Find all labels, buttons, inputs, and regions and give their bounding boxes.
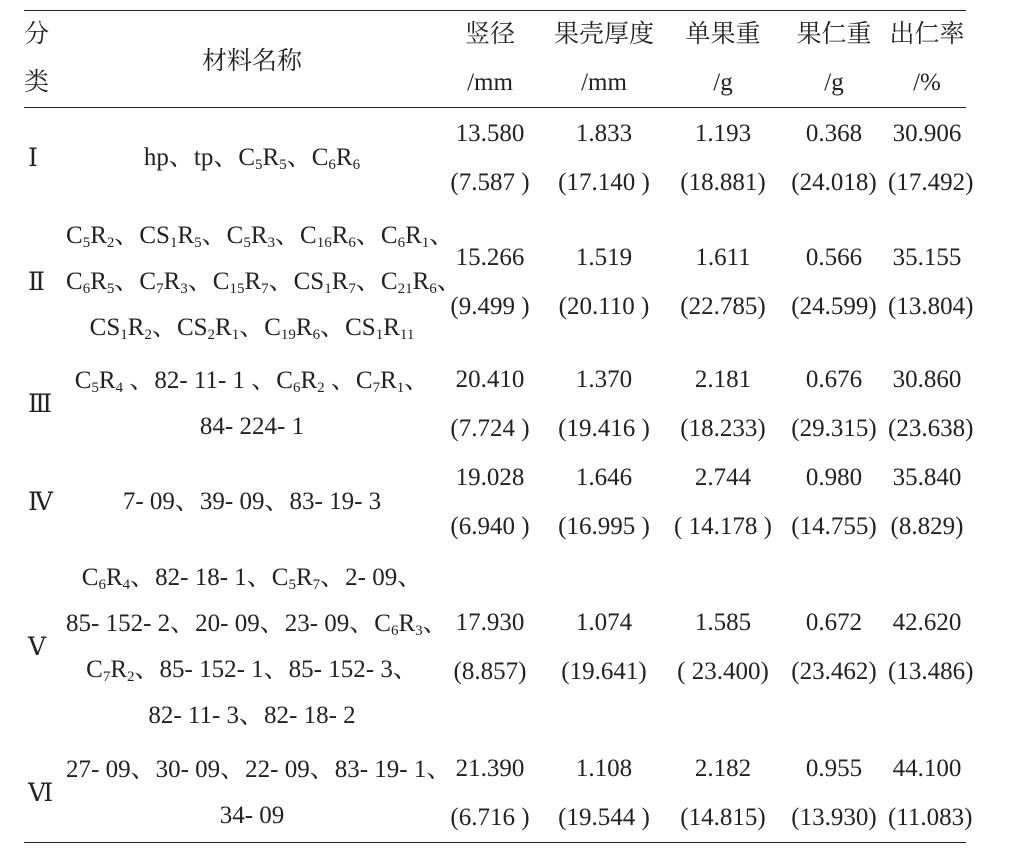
shell-thickness-cell (542, 744, 666, 843)
mean-value: 0.368 (805, 120, 863, 148)
cv-value: ( 14.178 ) (674, 512, 772, 540)
class-cell: Ⅴ (28, 634, 47, 661)
mean-value: 1.585 (694, 609, 752, 636)
kernel-rate-cell (888, 108, 974, 209)
header-length (438, 11, 542, 108)
kernel-weight-cell (780, 355, 888, 453)
material-line: 84- 224- 1 (199, 412, 305, 440)
header-shell-thickness-name: 果壳厚度 (553, 21, 654, 48)
mean-value: 35.155 (892, 243, 962, 271)
header-single-fruit-weight-unit: /g (713, 69, 733, 96)
table-row (24, 744, 966, 843)
cv-value: (9.499 ) (450, 292, 530, 320)
mean-value: 19.028 (455, 463, 525, 491)
cv-value: (18.233) (680, 414, 766, 442)
header-length-unit: /mm (467, 69, 513, 96)
kernel-weight-cell (780, 108, 888, 209)
mean-value: 42.620 (892, 609, 962, 636)
mean-value: 15.266 (455, 243, 525, 271)
table-row (24, 209, 966, 355)
header-material: 材料名称 (201, 48, 302, 75)
kernel-rate-cell (888, 453, 966, 551)
cv-value: (13.486) (888, 658, 974, 685)
header-single-fruit-weight (666, 11, 780, 108)
mean-value: 20.410 (455, 365, 525, 393)
length-cell (438, 355, 542, 453)
cv-value: (13.930) (791, 803, 877, 831)
mean-value: 1.833 (575, 120, 633, 148)
mean-value: 1.519 (575, 243, 633, 271)
single-fruit-weight-cell (666, 453, 780, 551)
mean-value: 17.930 (455, 609, 525, 636)
material-line: hp、tp、$C_5R_5$、$C_6R_6$ (143, 144, 361, 174)
header-kernel-rate-name: 出仁率 (889, 21, 965, 48)
cv-value: (7.587 ) (450, 169, 530, 197)
mean-value: 30.906 (892, 120, 962, 148)
cv-value: (19.641) (561, 658, 647, 685)
mean-value: 21.390 (455, 754, 525, 782)
cv-value: (13.804) (888, 292, 974, 320)
length-cell (438, 551, 542, 744)
mean-value: 44.100 (892, 754, 962, 782)
mean-value: 2.744 (694, 463, 752, 491)
mean-value: 0.672 (805, 609, 863, 636)
shell-thickness-cell (542, 551, 666, 744)
cv-value: (6.716 ) (450, 803, 530, 831)
header-kernel-rate-unit: /% (913, 69, 941, 96)
cv-value: (20.110 ) (558, 292, 650, 320)
single-fruit-weight-cell (666, 744, 780, 843)
material-line: $C_5R_4$ 、82- 11- 1 、$C_6R_2$ 、$C_7R_1$、 (74, 366, 430, 396)
material-line: 82- 11- 3、82- 18- 2 (148, 702, 356, 729)
shell-thickness-cell (542, 355, 666, 453)
shell-thickness-cell (542, 453, 666, 551)
material-cell (66, 355, 438, 453)
cv-value: (11.083) (888, 803, 973, 831)
mean-value: 30.860 (892, 365, 962, 393)
kernel-rate-cell (888, 355, 974, 453)
cv-value: (19.544 ) (558, 803, 650, 831)
table-row (24, 108, 966, 209)
cv-value: ( 23.400) (677, 658, 769, 685)
shell-thickness-cell (542, 209, 666, 355)
cv-value: (17.140 ) (558, 169, 650, 197)
class-cell: Ⅵ (28, 779, 54, 807)
length-cell (438, 108, 542, 209)
kernel-rate-cell (888, 744, 973, 843)
kernel-rate-cell (888, 551, 974, 744)
class-cell: Ⅱ (28, 268, 45, 296)
shell-thickness-cell (542, 108, 666, 209)
class-cell: Ⅲ (28, 390, 53, 418)
header-class (24, 11, 66, 108)
material-cell (66, 744, 452, 843)
cv-value: (29.315) (791, 414, 877, 442)
mean-value: 1.074 (575, 609, 633, 636)
material-line: $C_5R_2$、$CS_1R_5$、$C_5R_3$、$C_{16}R_6$、$C_6R_1$、 (66, 221, 455, 251)
walnut-trait-table (24, 10, 974, 843)
single-fruit-weight-cell (666, 355, 780, 453)
cv-value: (19.416 ) (558, 414, 650, 442)
material-line: $CS_1R_2$、$CS_2R_1$、$C_{19}R_6$、$CS_1R_{11}$ (89, 313, 415, 343)
cv-value: (18.881) (680, 169, 766, 197)
mean-value: 35.840 (892, 463, 962, 491)
cv-value: (24.018) (791, 169, 877, 197)
mean-value: 1.611 (695, 243, 751, 271)
class-cell: Ⅳ (28, 488, 53, 516)
header-shell-thickness-unit: /mm (581, 69, 627, 96)
material-cell (66, 209, 462, 355)
cv-value: (7.724 ) (450, 414, 530, 442)
material-line: $C_7R_2$、85- 152- 1、85- 152- 3、 (86, 656, 418, 685)
table-row (24, 453, 966, 551)
material-line: $C_6R_5$、$C_7R_3$、$C_{15}R_7$、$CS_1R_7$、$C_{21}R_6$、 (66, 267, 462, 297)
cv-value: (8.857) (453, 658, 527, 685)
single-fruit-weight-cell (666, 551, 780, 744)
material-cell (66, 108, 438, 209)
material-line: 7- 09、39- 09、83- 19- 3 (122, 487, 382, 515)
cv-value: (23.638) (888, 414, 974, 442)
table-row (24, 551, 966, 744)
material-cell (66, 551, 448, 744)
mean-value: 1.370 (575, 365, 633, 393)
mean-value: 0.980 (805, 463, 863, 491)
length-cell (438, 744, 542, 843)
cv-value: (8.829) (890, 512, 964, 540)
mean-value: 0.676 (805, 365, 863, 393)
cv-value: (17.492) (888, 169, 974, 197)
material-line: 34- 09 (219, 801, 285, 829)
header-row (24, 11, 966, 108)
kernel-weight-cell (780, 209, 888, 355)
table-row (24, 355, 966, 453)
cv-value: (6.940 ) (450, 512, 530, 540)
cv-value: (24.599) (791, 292, 877, 320)
header-kernel-rate (888, 11, 966, 108)
header-length-name: 竖径 (464, 21, 515, 48)
mean-value: 13.580 (455, 120, 525, 148)
kernel-weight-cell (780, 744, 888, 843)
header-class-bottom: 类 (24, 69, 50, 96)
material-cell (66, 453, 438, 551)
material-line: 85- 152- 2、20- 09、23- 09、$C_6R_3$、 (66, 610, 448, 639)
mean-value: 0.955 (805, 754, 863, 782)
mean-value: 1.108 (575, 754, 633, 782)
header-class-top: 分 (24, 21, 50, 48)
mean-value: 2.182 (694, 754, 752, 782)
length-cell (438, 453, 542, 551)
mean-value: 1.193 (694, 120, 752, 148)
mean-value: 0.566 (805, 243, 863, 271)
single-fruit-weight-cell (666, 108, 780, 209)
material-line: $C_6R_4$、82- 18- 1、$C_5R_7$、2- 09、 (81, 564, 423, 593)
material-line: 27- 09、30- 09、22- 09、83- 19- 1、 (66, 755, 452, 783)
kernel-weight-cell (780, 453, 888, 551)
kernel-rate-cell (888, 209, 974, 355)
header-kernel-weight (780, 11, 888, 108)
table-body (24, 108, 974, 843)
cv-value: (14.755) (791, 512, 877, 540)
cv-value: (23.462) (791, 658, 877, 685)
mean-value: 2.181 (694, 365, 752, 393)
header-single-fruit-weight-name: 单果重 (685, 21, 761, 48)
class-cell: Ⅰ (28, 145, 38, 173)
cv-value: (14.815) (680, 803, 766, 831)
header-kernel-weight-unit: /g (824, 69, 844, 96)
cv-value: (22.785) (680, 292, 766, 320)
cv-value: (16.995 ) (558, 512, 650, 540)
header-kernel-weight-name: 果仁重 (796, 21, 872, 48)
header-shell-thickness (542, 11, 666, 108)
kernel-weight-cell (780, 551, 888, 744)
single-fruit-weight-cell (666, 209, 780, 355)
mean-value: 1.646 (575, 463, 633, 491)
